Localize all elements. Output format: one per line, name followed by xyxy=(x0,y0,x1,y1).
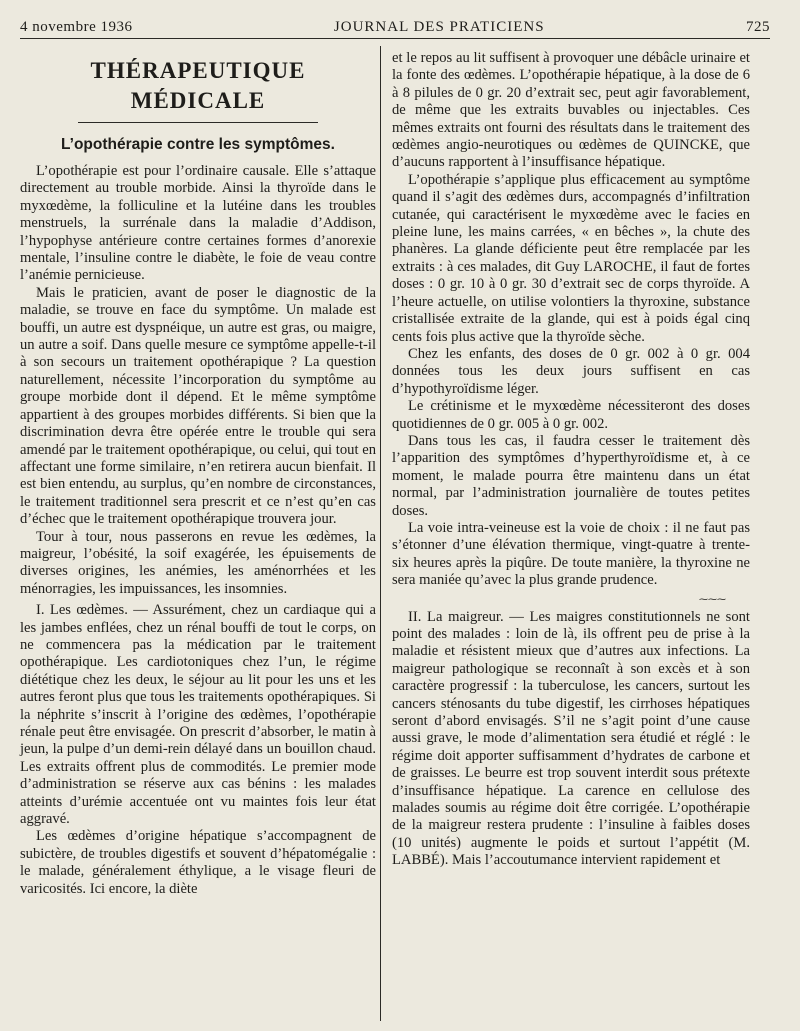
running-head xyxy=(20,14,770,40)
column-divider xyxy=(380,46,381,1021)
paragraph: Les œdèmes d’origine hépatique s’accompagnent de subictère, de troubles digestifs et souvent d’hépatomégalie : le malade, généralement éthylique, a le visage fleuri de varicosités. Ici encore, la diète xyxy=(20,828,376,897)
issue-date: 4 novembre 1936 xyxy=(20,18,133,35)
paragraph: Tour à tour, nous passerons en revue les œdèmes, la maigreur, l’obésité, la soif exagérée, les épuisements de diverses origines, les anémies, les aménorrhées et les ménorragies, les impuissances, les insomnies. xyxy=(20,528,376,597)
journal-name: JOURNAL DES PRATICIENS xyxy=(333,18,545,35)
header-rule xyxy=(20,38,770,39)
article-title: L’opothérapie contre les symptômes. xyxy=(61,136,335,153)
section-title: THÉRAPEUTIQUE MÉDICALE xyxy=(90,58,306,113)
paragraph: L’opothérapie s’applique plus efficacement au symptôme quand il s’agit des œdèmes durs, accompagnés d’infiltration cutanée, qui caractérisent le myxœdème avec le facies en pleine lune, les mains carrées, « en bêches », la chute des phanères. La glande déficiente peut être remplacée par les extraits : à ces malades, dit Guy LAROCHE, il faut de fortes doses : 0 gr. 10 à 0 gr. 30 d’extrait sec de corps thyroïde. A l’heure actuelle, on utilise volontiers la thyroxine, substance cristallisée extraite de la glande, qui est à poids égal cinq cents fois plus active que la thyroïde sèche. xyxy=(392,171,750,345)
left-column xyxy=(20,50,376,898)
right-column xyxy=(392,50,750,870)
section-title-rule xyxy=(78,122,318,123)
paragraph-oedemes: I. Les œdèmes. — Assurément, chez un cardiaque qui a les jambes enflées, chez un rénal bouffi de tout le corps, on ne commencera pas la médication par le traitement opothérapique. Les cardiotoniques chez l’un, le régime diététique chez les deux, le séjour au lit pour les uns et les autres feront plus que tous les traitements opothérapiques. Si la néphrite s’inscrit à l’origine des œdèmes, l’opothérapie rénale peut être envisagée. On prescrit d’absorber, le matin à jeun, la pulpe d’un demi-rein délayé dans un bouillon chaud. Les extraits offrent plus de commodités. Le premier mode d’administration se réserve aux cas bénins : les malades atteints d’urémie accentuée ont vu maintes fois leur état aggravé. xyxy=(20,602,376,828)
paragraph: Chez les enfants, des doses de 0 gr. 002 à 0 gr. 004 données tous les deux jours suffisent en cas d’hypothyroïdisme léger. xyxy=(392,345,750,397)
paragraph: Dans tous les cas, il faudra cesser le traitement dès l’apparition des symptômes d’hyperthyroïdisme et, à ce moment, le malade pourra être maintenu dans un état normal, par l’administration journalière de toutes petites doses. xyxy=(392,432,750,519)
paragraph: La voie intra-veineuse est la voie de choix : il ne faut pas s’étonner d’une élévation thermique, vingt-quatre à trente-six heures après la piqûre. De toute manière, la thyroxine ne sera maniée qu’avec la plus grande prudence. xyxy=(392,519,750,589)
paragraph-maigreur: II. La maigreur. — Les maigres constitutionnels ne sont point des malades : loin de là, ils offrent peu de prise à la maladie et résistent mieux que d’autres aux infections. La maigreur pathologique se reconnaît à son excès et à son caractère progressif : la tuberculose, les cancers, surtout les cancers sténosants du tube digestif, les cirrhoses hépatiques seront d’abord envisagés. S’il ne s’agit point d’une cause aussi grave, le mode d’alimentation sera étudié et réglé : le régime doit apporter suffisamment d’hydrates de carbone et de graisses. Le beurre est trop souvent interdit sous prétexte d’insuffisance hépatique. La carence en cellulose des malades soumis au régime doit être corrigée. L’opothérapie de la maigreur restera prudente : l’insuline à faibles doses (10 unités) augmente le poids et surtout l’appétit (M. LABBÉ). Mais l’accoutumance intervient rapidement et xyxy=(392,608,750,869)
paragraph: et le repos au lit suffisent à provoquer une débâcle urinaire et la fonte des œdèmes. L’opothérapie hépatique, à la dose de 6 à 8 pilules de 0 gr. 20 d’extrait sec, peut agir favorablement, de même que les extraits buvables ou injectables. Ces mêmes extraits ont fourni des résultats dans le traitement des œdèmes angio-neurotiques ou œdèmes de QUINCKE, que d’aucuns rapportent à l’insuffisance hépatique. xyxy=(392,50,750,171)
paragraph: Mais le praticien, avant de poser le diagnostic de la maladie, se trouve en face du symptôme. Un malade est bouffi, un autre est dyspnéique, un autre est gras, ou maigre, un autre a soif. Dans quelle mesure ce symptôme appelle-t-il à son secours un traitement opothérapique ? La question naturellement, nécessite l’incorporation du symptôme au groupe morbide dont il dépend. Et le même symptôme appartient à des groupes morbides différents. Si bien que la discrimination devra être opérée entre le trouble qui sera amendé par le traitement opothérapique, ou celui, qui tout en affectant une forme similaire, n’en retirera aucun bienfait. Il est bien entendu, au surplus, qu’en nombre de circonstances, le traitement traditionnel sera prescrit et ce n’est qu’en cas d’échec que le traitement opothérapique trouvera jour. xyxy=(20,284,376,528)
paragraph: Le crétinisme et le myxœdème nécessiteront des doses quotidiennes de 0 gr. 005 à 0 gr. 002. xyxy=(392,398,750,432)
paragraph: L’opothérapie est pour l’ordinaire causale. Elle s’attaque directement au trouble morbide. Ainsi la thyroïde dans le myxœdème, la folliculine et la lutéine dans les troubles menstruels, la surrénale dans la maladie d’Addison, l’hypophyse antérieure contre certaines formes d’anorexie mentale, l’insuline contre le diabète, le foie de veau contre l’anémie pernicieuse. xyxy=(20,163,376,284)
page-number: 725 xyxy=(746,18,770,35)
section-separator: ⁓⁓⁓ xyxy=(699,593,726,604)
